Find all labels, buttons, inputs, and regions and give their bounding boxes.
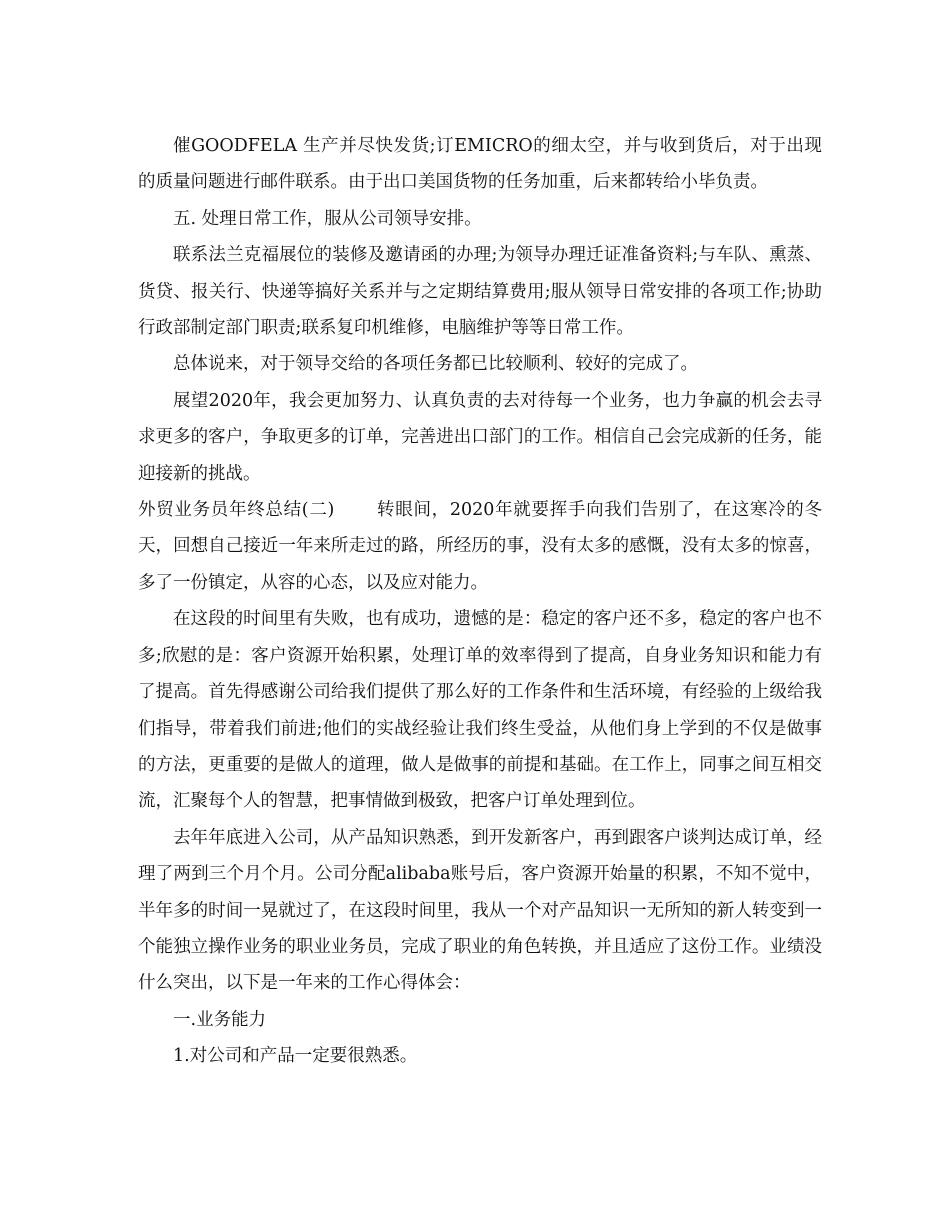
section-title: 外贸业务员年终总结(二): [138, 500, 335, 521]
heading-business-ability: 一.业务能力: [173, 1009, 267, 1030]
section-two-block: [138, 492, 822, 601]
document-body: [138, 128, 822, 1075]
paragraph-daily-tasks: 联系法兰克福展位的装修及邀请函的办理;为领导办理迁证准备资料;与车队、熏蒸、货贷、报关行、快递等搞好关系并与之定期结算费用;服从领导日常安排的各项工作;协助行政部制定部门职责;联系复印机维修，电脑维护等等日常工作。: [138, 245, 822, 339]
paragraph-reflection: 在这段的时间里有失败，也有成功，遗憾的是：稳定的客户还不多，稳定的客户也不多;欣慰的是：客户资源开始积累，处理订单的效率得到了提高，自身业务知识和能力有了提高。首先得感谢公司给我们提供了那么好的工作条件和生活环境，有经验的上级给我们指导，带着我们前进;他们的实战经验让我们终生受益，从他们身上学到的不仅是做事的方法，更重要的是做人的道理，做人是做事的前提和基础。在工作上，同事之间互相交流，汇聚每个人的智慧，把事情做到极致，把客户订单处理到位。: [138, 609, 822, 812]
paragraph-experience: 去年年底进入公司，从产品知识熟悉，到开发新客户，再到跟客户谈判达成订单，经理了两到三个月个月。公司分配alibaba账号后，客户资源开始量的积累，不知不觉中，半年多的时间一晃就过了，在这段时间里，我从一个对产品知识一无所知的新人转变到一个能独立操作业务的职业业务员，完成了职业的角色转换，并且适应了这份工作。业绩没什么突出，以下是一年来的工作心得体会：: [138, 827, 822, 994]
paragraph-follow-up-shipping: 催GOODFELA 生产并尽快发货;订EMICRO的细太空，并与收到货后，对于出现的质量问题进行邮件联系。由于出口美国货物的任务加重，后来都转给小毕负责。: [138, 136, 822, 193]
paragraph-outlook: 展望2020年，我会更加努力、认真负责的去对待每一个业务，也力争赢的机会去寻求更多的客户，争取更多的订单，完善进出口部门的工作。相信自己会完成新的任务，能迎接新的挑战。: [138, 390, 822, 484]
paragraph-overall-summary: 总体说来，对于领导交给的各项任务都已比较顺利、较好的完成了。: [173, 354, 698, 375]
paragraph-heading-daily-work: 五. 处理日常工作，服从公司领导安排。: [173, 208, 482, 229]
section-intro: 转眼间，2020年就要挥手向我们告别了，在这寒冷的冬天，回想自己接近一年来所走过的路，所经历的事，没有太多的感慨，没有太多的惊喜，多了一份镇定，从容的心态，以及应对能力。: [138, 500, 822, 593]
list-item-1: 1.对公司和产品一定要很熟悉。: [173, 1046, 418, 1067]
